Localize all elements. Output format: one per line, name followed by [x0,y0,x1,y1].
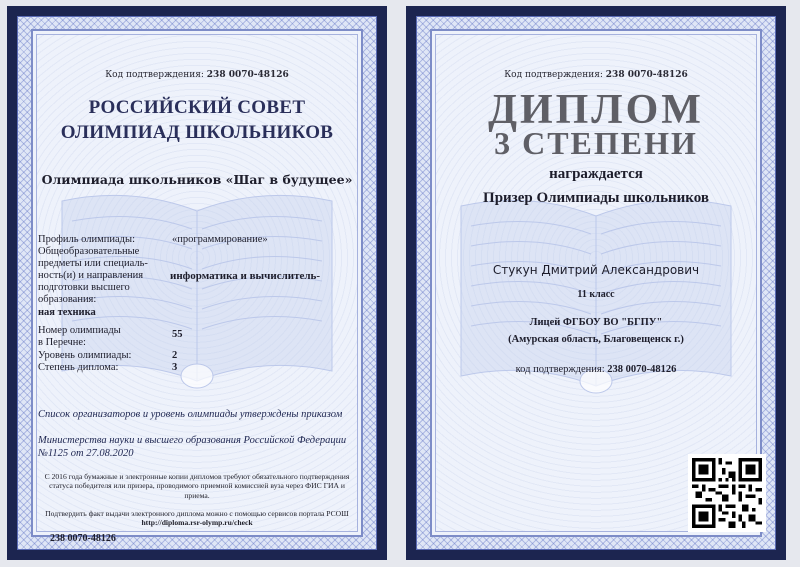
confirmation-code: код подтверждения: 238 0070-48126 [515,364,677,375]
confirmation-code-top: Код подтверждения: 238 0070-48126 [105,70,289,80]
grade: 11 класс [577,289,615,300]
verification-notice: С 2016 года бумажные и электронные копии дипломов требуют обязательного подтверждения статуса победителя или призера, проводимого приемной комиссией вуза через ФИС ГИА и приема. [44,472,350,500]
verification-service-notice: Подтвердить факт выдачи электронного диплома можно с помощью сервисов портала РСОШ http://diploma.rsr-olymp.ru/check [45,509,349,528]
profile-label: Профиль олимпиады: [38,234,135,245]
council-title-line1: РОССИЙСКИЙ СОВЕТ [88,97,306,118]
diploma-right-page [406,6,786,560]
awarded-text: награждается [549,166,643,182]
school-name: Лицей ФГБОУ ВО "БГПУ" [529,317,663,328]
council-title [7,95,387,145]
recipient-name: Стукун Дмитрий Александрович [492,263,700,277]
degree-value: 3 [172,362,178,373]
degree-label: Степень диплома: [38,362,119,373]
qr-code [688,454,766,532]
number-label: Номер олимпиады в Перечне: [38,325,121,348]
number-value: 55 [172,329,183,340]
subject-label: Общеобразовательные предметы или специаль- ность(и) и направления подготовки высшего образования: [38,246,148,305]
council-title-line2: ОЛИМПИАД ШКОЛЬНИКОВ [60,122,334,143]
prize-winner-text: Призер Олимпиады школьников [483,190,709,206]
school-location: (Амурская область, Благовещенск г.) [508,334,684,345]
subject-value: информатика и вычислитель- [170,270,321,282]
confirmation-code-top: Код подтверждения: 238 0070-48126 [504,70,688,80]
olympiad-name: Олимпиада школьников «Шаг в будущее» [41,172,353,187]
confirmation-code-bottom: 238 0070-48126 [50,533,116,544]
level-value: 2 [172,350,178,361]
ministry-order-note: Министерства науки и высшего образования Российской Федерации №1125 от 27.08.2020 [38,435,347,459]
diploma-title: ДИПЛОМ [488,87,704,133]
diploma-left-page [7,6,387,560]
degree-title: 3 СТЕПЕНИ [494,125,698,161]
organizers-note: Список организаторов и уровень олимпиады утверждены приказом [38,409,343,420]
verification-link[interactable]: http://diploma.rsr-olymp.ru/check [141,518,253,528]
level-label: Уровень олимпиады: [38,350,132,361]
subject-value-continued: ная техника [38,307,96,318]
profile-value: «программирование» [172,234,268,245]
